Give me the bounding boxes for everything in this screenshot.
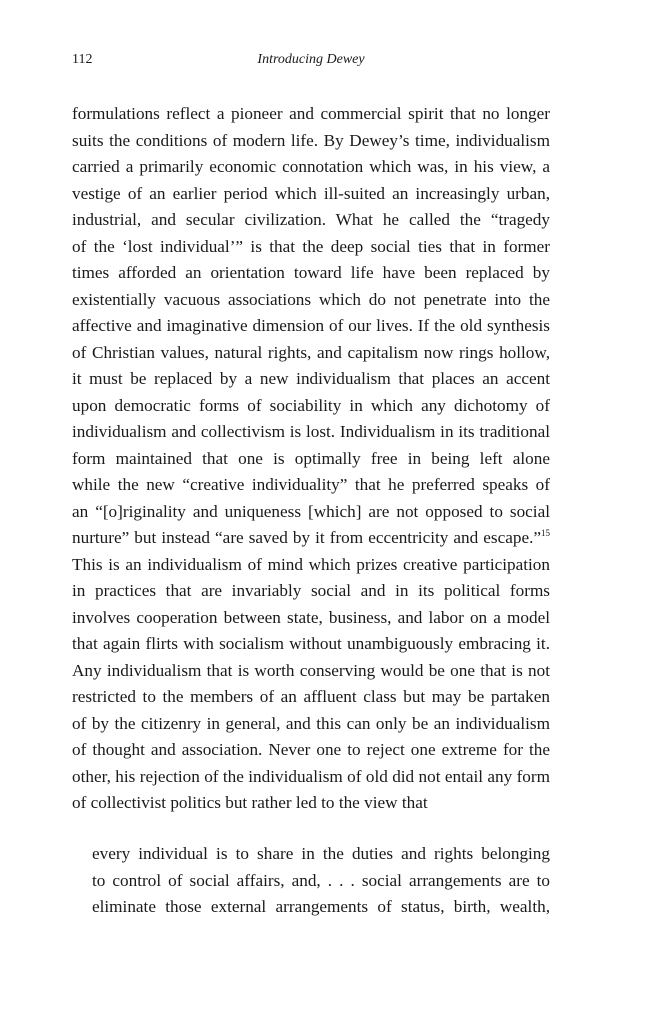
footnote-reference: 15 (541, 528, 550, 538)
text-line: carried a primarily economic connotation which was, in his view, a (72, 157, 550, 176)
text-line: an “[o]riginality and uniqueness [which] are not opposed to social (72, 501, 550, 521)
text-line: of the ‘lost individual’” is that the deep social ties that in former (72, 236, 550, 256)
text-line: of by the citizenry in general, and this can only be an individualism (72, 713, 550, 733)
text-line: upon democratic forms of sociability in which any dichotomy of (72, 395, 550, 415)
text-line-with-footnote (72, 525, 550, 552)
text-line: that again flirts with socialism without unambiguously embracing it. (72, 634, 550, 653)
text-line: of Christian values, natural rights, and capitalism now rings hollow, (72, 342, 550, 362)
text-line: suits the conditions of modern life. By Dewey’s time, individualism (72, 130, 550, 150)
text-line: of collectivist politics but rather led to the view that (72, 793, 428, 812)
page-number: 112 (72, 52, 93, 67)
text-line: This is an individualism of mind which prizes creative participation (72, 554, 550, 574)
text-line: Any individualism that is worth conserving would be one that is not (72, 660, 550, 680)
quote-line: eliminate those external arrangements of status, birth, wealth, (92, 897, 550, 916)
text-line: other, his rejection of the individualism of old did not entail any form (72, 766, 550, 786)
text-line: formulations reflect a pioneer and commercial spirit that no longer (72, 104, 550, 123)
text-line: form maintained that one is optimally free in being left alone (72, 448, 550, 468)
text-line: vestige of an earlier period which ill-suited an increasingly urban, (72, 183, 550, 203)
text-line: involves cooperation between state, business, and labor on a model (72, 607, 550, 627)
running-head (72, 52, 550, 74)
text-line: individualism and collectivism is lost. Individualism in its traditional (72, 422, 550, 441)
text-line: restricted to the members of an affluent class but may be partaken (72, 687, 550, 706)
text-line: while the new “creative individuality” that he preferred speaks of (72, 475, 550, 494)
text-line: in practices that are invariably social and in its political forms (72, 581, 550, 600)
body-paragraph (72, 101, 550, 817)
text-line: of thought and association. Never one to reject one extreme for the (72, 740, 550, 759)
text-line: it must be replaced by a new individualism that places an accent (72, 369, 550, 388)
running-title: Introducing Dewey (257, 52, 365, 67)
quote-line: every individual is to share in the duties and rights belonging (92, 844, 550, 863)
text-line: affective and imaginative dimension of our lives. If the old synthesis (72, 316, 550, 335)
text-line: times afforded an orientation toward life have been replaced by (72, 263, 550, 282)
text-line-content: nurture” but instead “are saved by it from eccentricity and escape.” (72, 528, 541, 547)
block-quote (92, 841, 550, 921)
text-line: existentially vacuous associations which do not penetrate into the (72, 289, 550, 309)
quote-line: to control of social affairs, and, . . . social arrangements are to (92, 870, 550, 890)
text-line: industrial, and secular civilization. What he called the “tragedy (72, 210, 550, 229)
